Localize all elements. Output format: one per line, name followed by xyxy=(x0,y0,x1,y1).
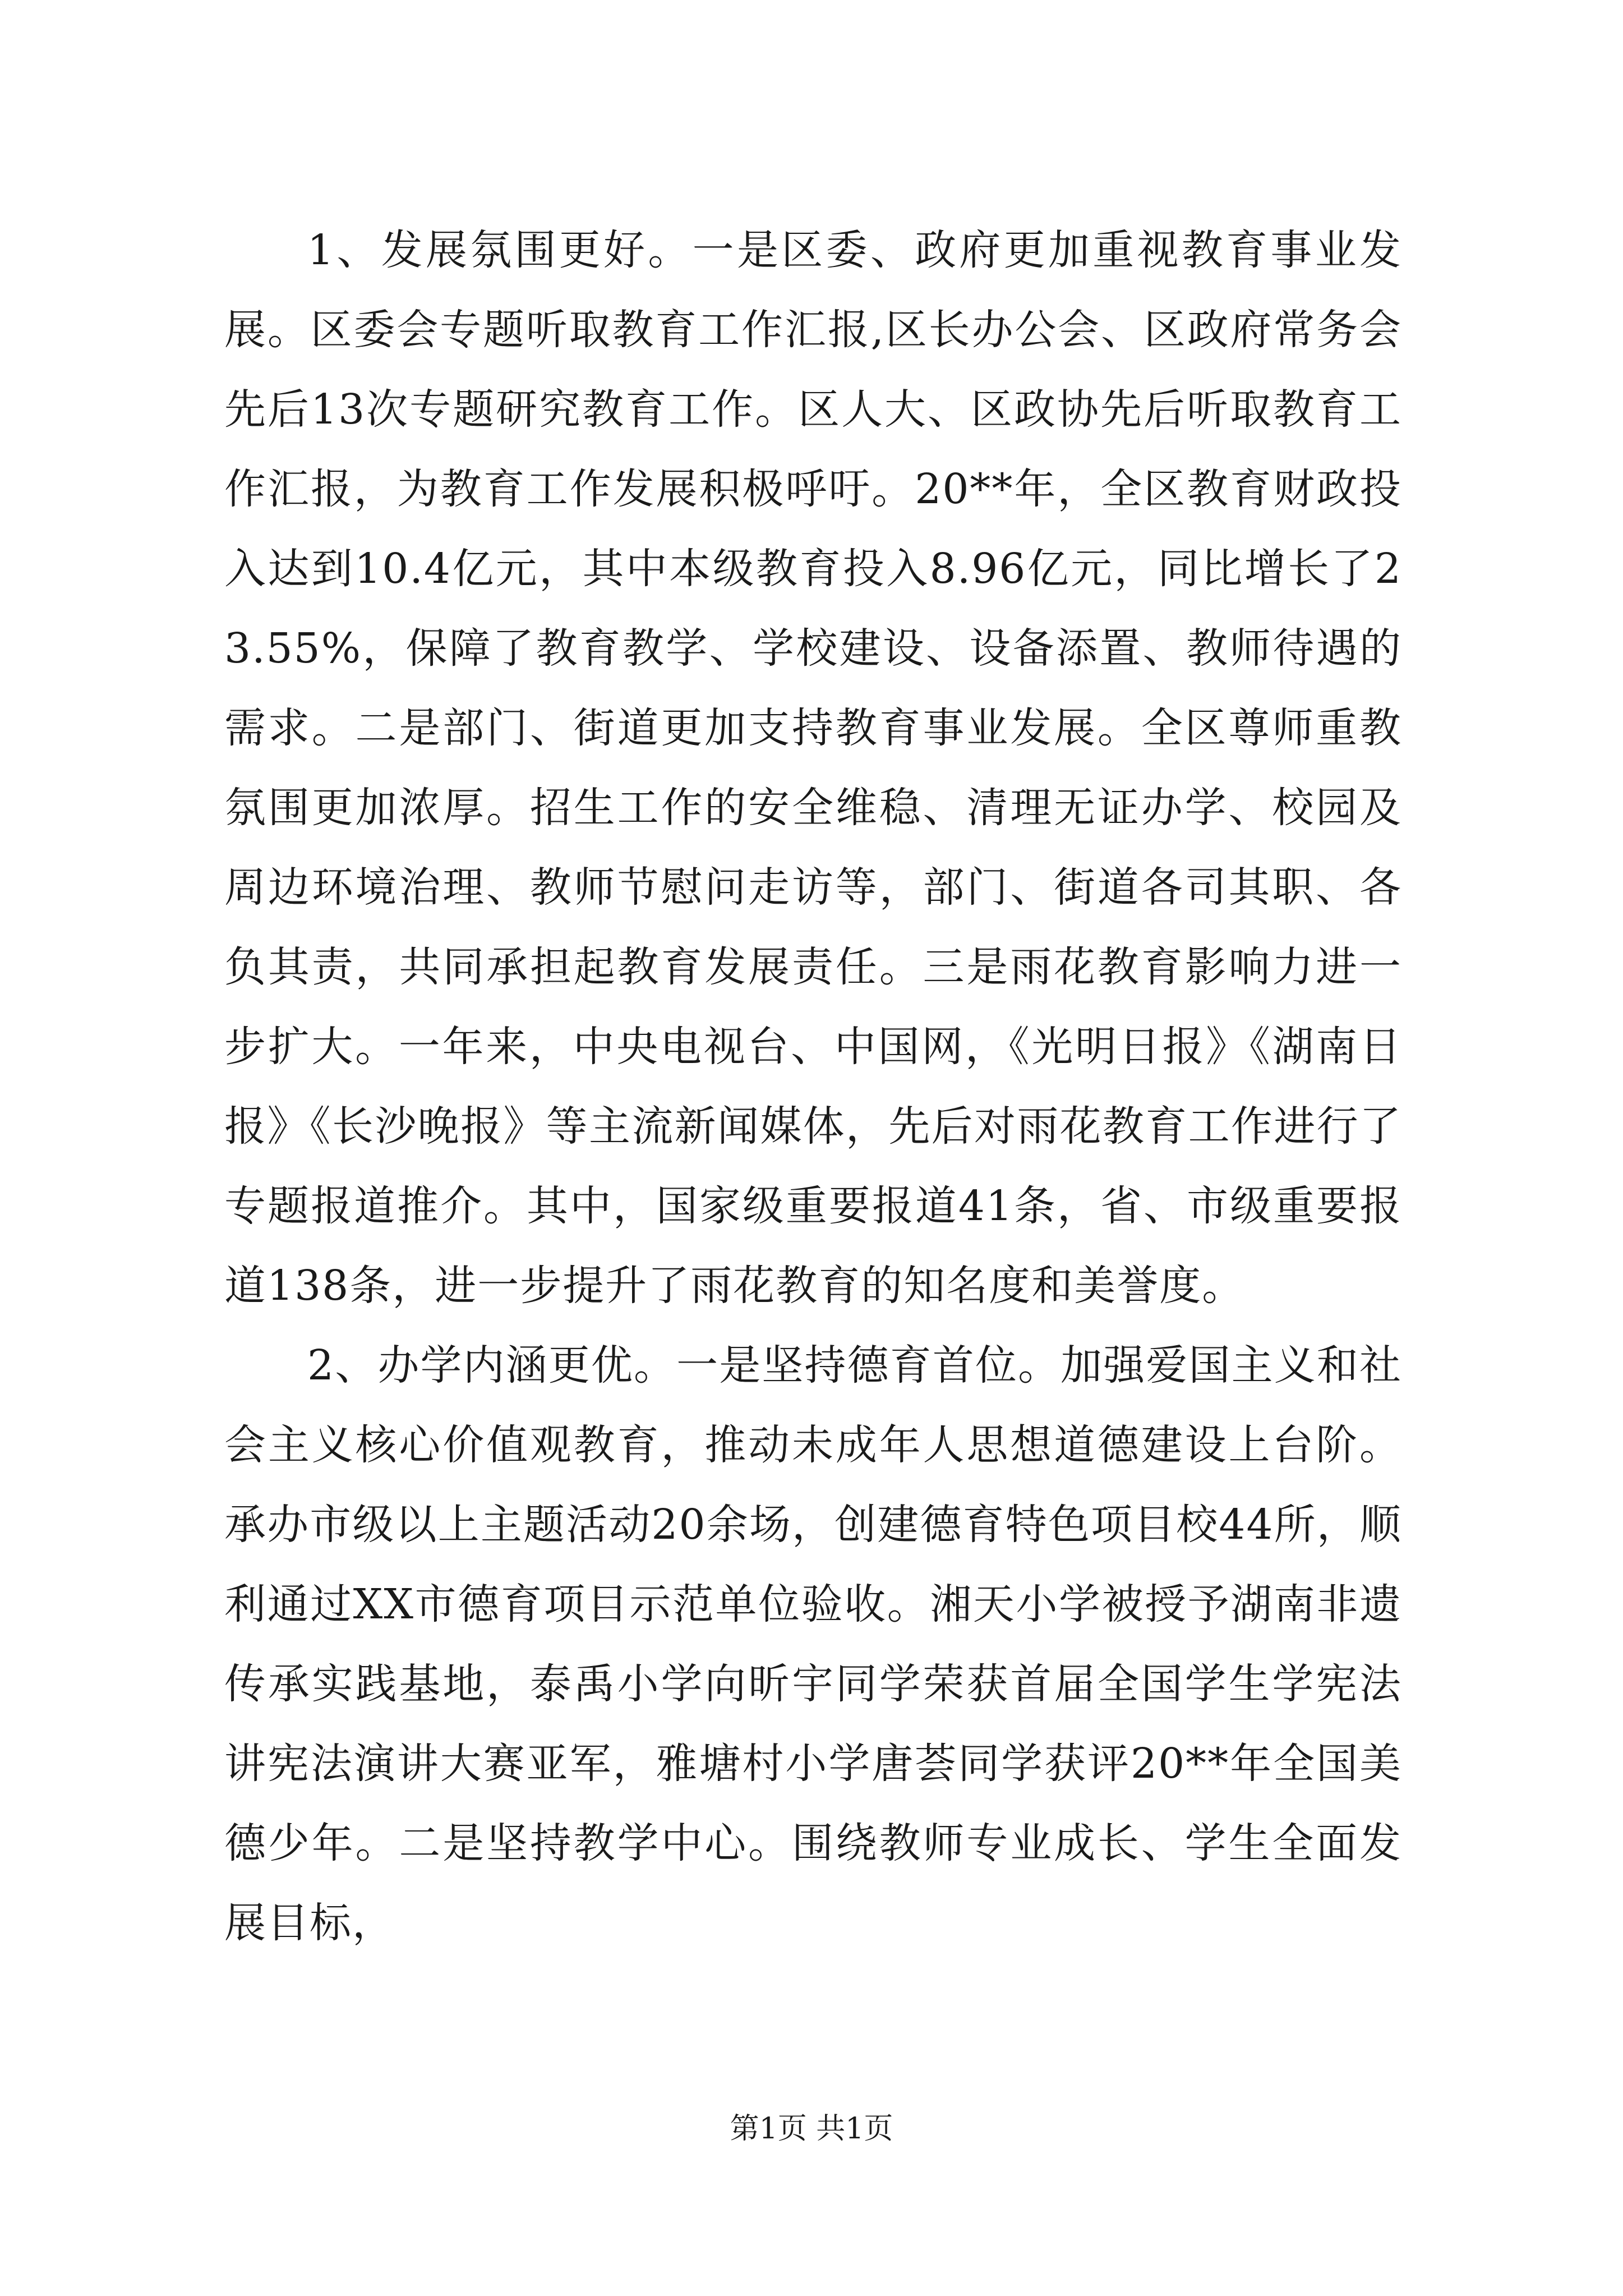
paragraph-development-atmosphere: 1、发展氛围更好。一是区委、政府更加重视教育事业发展。区委会专题听取教育工作汇报,区长办公会、区政府常务会先后13次专题研究教育工作。区人大、区政协先后听取教育工作汇报，为教育工作发展积极呼吁。20**年，全区教育财政投入达到10.4亿元，其中本级教育投入8.96亿元，同比增长了23.55%，保障了教育教学、学校建设、设备添置、教师待遇的需求。二是部门、街道更加支持教育事业发展。全区尊师重教氛围更加浓厚。招生工作的安全维稳、清理无证办学、校园及周边环境治理、教师节慰问走访等，部门、街道各司其职、各负其责，共同承担起教育发展责任。三是雨花教育影响力进一步扩大。一年来，中央电视台、中国网，《光明日报》《湖南日报》《长沙晚报》等主流新闻媒体，先后对雨花教育工作进行了专题报道推介。其中，国家级重要报道41条，省、市级重要报道138条，进一步提升了雨花教育的知名度和美誉度。 xyxy=(224,226,1402,1310)
page-footer: 第1页 共1页 xyxy=(730,2112,893,2146)
document-body xyxy=(224,210,1402,1963)
paragraph-school-connotation: 2、办学内涵更优。一是坚持德育首位。加强爱国主义和社会主义核心价值观教育，推动未成年人思想道德建设上台阶。承办市级以上主题活动20余场，创建德育特色项目校44所，顺利通过XX市德育项目示范单位验收。湘天小学被授予湖南非遗传承实践基地，泰禹小学向昕宇同学荣获首届全国学生学宪法讲宪法演讲大赛亚军，雅塘村小学唐荟同学获评20**年全国美德少年。二是坚持教学中心。围绕教师专业成长、学生全面发展目标， xyxy=(224,1341,1402,1947)
